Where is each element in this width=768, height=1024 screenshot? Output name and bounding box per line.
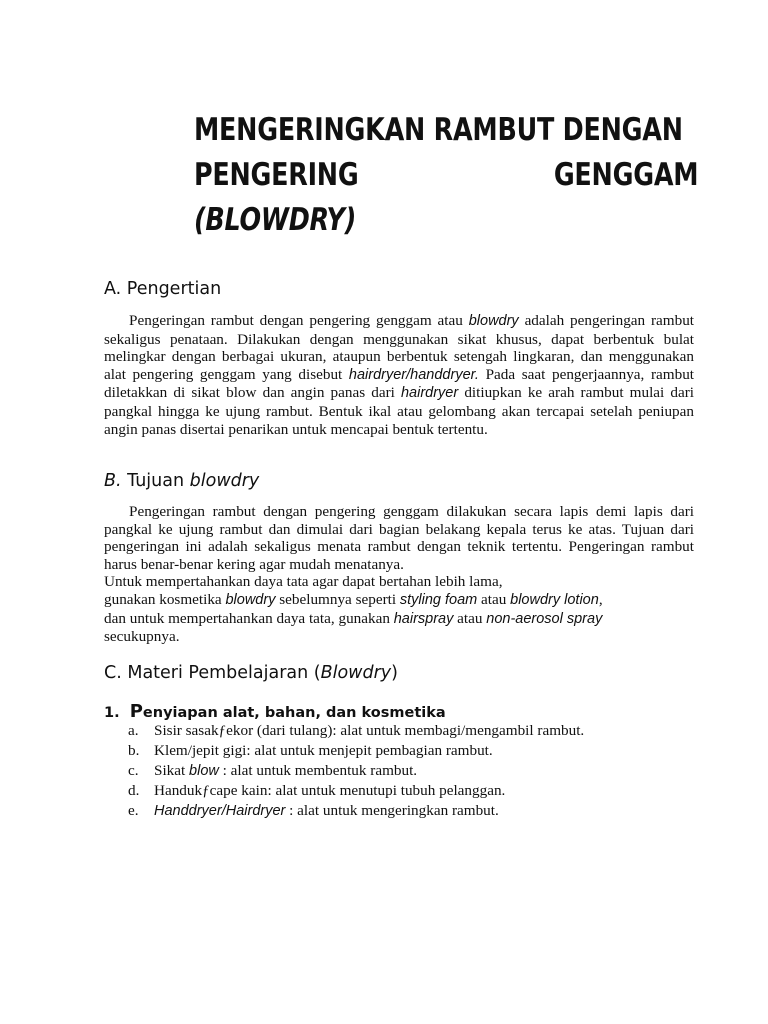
list-item-marker: c. <box>128 761 139 779</box>
list-item-text: Sikat <box>154 761 186 779</box>
page-title <box>194 108 699 243</box>
title-line-3 <box>194 198 607 243</box>
section-b-text-8: atau <box>457 609 483 627</box>
list-item <box>128 761 584 782</box>
section-b-heading-text: Tujuan <box>127 471 185 491</box>
section-b-paragraph <box>104 503 694 646</box>
section-c-heading-close: ) <box>391 663 398 683</box>
list-item <box>128 741 584 761</box>
section-a-term-3: hairdryer <box>400 385 459 402</box>
section-b-heading <box>104 470 259 492</box>
section-b-text-4: sebelumnya seperti <box>279 590 397 608</box>
title-line-2 <box>194 153 698 198</box>
title-line-2-left: PENGERING <box>194 157 359 193</box>
equipment-list <box>128 721 584 822</box>
subsection-1-title: enyiapan alat, bahan, dan kosmetika <box>142 705 446 721</box>
list-item-marker: b. <box>128 741 140 759</box>
section-b-term-4: styling foam <box>399 591 478 608</box>
list-item-text: Handukƒcape kain: alat untuk menutupi tubuh pelanggan. <box>154 782 506 800</box>
section-b-text-7: dan untuk mempertahankan daya tata, gunakan <box>104 609 390 627</box>
list-item-text: Klem/jepit gigi: alat untuk menjepit pembagian rambut. <box>154 741 493 759</box>
section-b-heading-term: blowdry <box>189 471 260 491</box>
section-c-heading-text: C. Materi Pembelajaran ( <box>104 663 321 683</box>
title-line-1: MENGERINGKAN RAMBUT DENGAN <box>194 112 683 148</box>
section-b-term-8: non-aerosol spray <box>486 610 603 627</box>
section-a-text-3: Pada saat pengerjaannya, rambut diletakkan di sikat blow dan angin panas dari <box>104 365 695 402</box>
section-b-text-9: secukupnya. <box>104 628 180 646</box>
section-b-term-3: blowdry <box>225 591 276 608</box>
section-a-paragraph <box>104 312 694 438</box>
section-a-text-2: adalah pengeringan rambut sekaligus penataan. Dilakukan dengan menggunakan sikat khusus, dapat berbentuk bulat melingkar dengan berbagai ukuran, ataupun berbentuk setengah lingkaran, dan menggunakan alat pengering genggam yang disebut <box>104 312 695 383</box>
section-b-text-5: atau <box>481 590 507 608</box>
section-b-term-7: hairspray <box>393 610 454 627</box>
list-item-term: blow <box>189 762 219 779</box>
section-b-line-3 <box>104 591 694 610</box>
section-a-term-1: blowdry <box>468 313 519 329</box>
section-b-text-2: Untuk mempertahankan daya tata agar dapat bertahan lebih lama, <box>104 573 503 591</box>
subsection-1-heading <box>104 701 446 722</box>
section-a-term-2: hairdryer/handdryer. <box>348 366 479 383</box>
list-item <box>128 801 584 822</box>
section-c-heading <box>104 662 398 684</box>
section-b-text-6: , <box>598 590 603 608</box>
section-c-heading-term: Blowdry <box>320 663 392 683</box>
section-b-text-1: Pengeringan rambut dengan pengering genggam dilakukan secara lapis demi lapis dari pangkal ke ujung rambut dan dimulai dari bagian belakang kepala terus ke atas. Tujuan dari pengeringan ini adalah sekaligus menata rambut dengan teknik tertentu. Pengeringan rambut harus benar-benar kering agar mudah menatanya. <box>104 503 694 573</box>
title-line-3-text: (BLOWDRY) <box>194 202 357 238</box>
section-a-text-1: Pengeringan rambut dengan pengering genggam atau <box>129 312 463 329</box>
list-item-term: Handdryer/Hairdryer <box>154 803 286 820</box>
list-item-text: : alat untuk mengeringkan rambut. <box>289 802 499 820</box>
subsection-1-first-letter: P <box>129 701 143 722</box>
list-item-text: : alat untuk membentuk rambut. <box>222 761 418 779</box>
section-b-text-3: gunakan kosmetika <box>104 590 222 608</box>
section-b-term-5: blowdry lotion <box>510 591 599 608</box>
list-item <box>128 781 584 801</box>
list-item <box>128 721 584 741</box>
list-item-marker: a. <box>128 722 139 739</box>
section-a-heading: A. Pengertian <box>104 279 222 299</box>
title-line-2-right: GENGGAM <box>553 157 699 193</box>
section-b-heading-prefix: B. <box>104 471 122 491</box>
list-item-text: Sisir sasakƒekor (dari tulang): alat untuk membagi/mengambil rambut. <box>154 722 585 739</box>
subsection-1-number: 1. <box>104 705 120 721</box>
list-item-marker: e. <box>128 802 139 820</box>
section-b-line-4 <box>104 610 694 629</box>
section-a-text-4: ditiupkan ke arah rambut mulai dari pangkal hingga ke ujung rambut. Bentuk ikal atau gelombang akan tercapai setelah peniupan angin panas disertai penarikan untuk mencapai bentuk tertentu. <box>104 384 694 438</box>
list-item-marker: d. <box>128 782 140 800</box>
